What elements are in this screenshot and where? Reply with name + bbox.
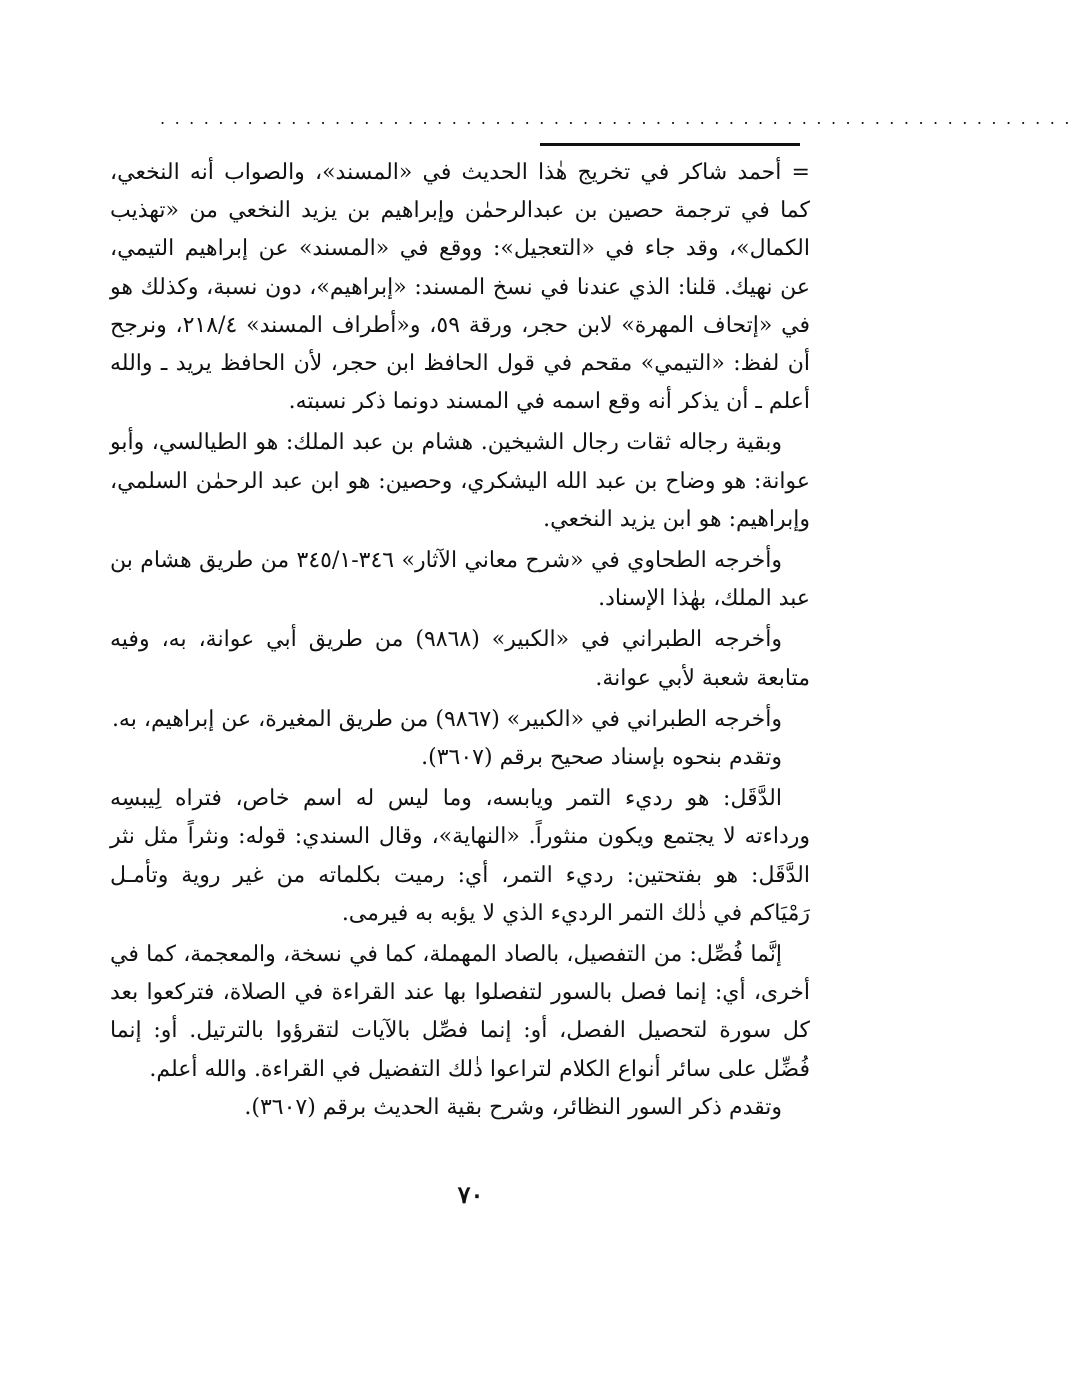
daqal-definition-paragraph: الدَّقَل: هو رديء التمر ويابسه، وما ليس له اسم خاص، فتراه لِيبسِه ورداءته لا يجتمع ويكون منثوراً. «النهاية»، وقال السندي: قوله: ونثراً مثل نثر الدَّقَل: هو بفتحتين: رديء التمر، أي: رميت بكلماته من غير روية وتأمـل رَمْيَاكم في ذٰلك التمر الرديء الذي لا يؤبه به فيرمى.: [110, 786, 810, 926]
page-number: ٧٠: [457, 1180, 484, 1209]
footnote-continuation-paragraph: = أحمد شاكر في تخريج هٰذا الحديث في «المسند»، والصواب أنه النخعي، كما في ترجمة حصين بن عبدالرحمٰن وإبراهيم بن يزيد النخعي من «تهذيب الكمال»، وقد جاء في «التعجيل»: ووقع في «المسند» عن إبراهيم التيمي، عن نهيك. قلنا: الذي عندنا في نسخ المسند: «إبراهيم»، دون نسبة، وكذلك هو في «إتحاف المهرة» لابن حجر، ورقة ٥٩، و«أطراف المسند» ٢١٨/٤، ونرجح أن لفظ: «التيمي» مقحم في قول الحافظ ابن حجر، لأن الحافظ يريد ـ والله أعلم ـ أن يذكر أنه وقع اسمه في المسند دونما ذكر نسبته.: [110, 160, 810, 415]
footnote-text-block: [110, 154, 810, 1127]
fussila-explanation-paragraph: إنَّما فُصِّل: من التفصيل، بالصاد المهملة، كما في نسخة، والمعجمة، كما في أخرى، أي: إنما فصل بالسور لتفصلوا بها عند القراءة في الصلاة، فتركعوا بعد كل سورة لتحصيل الفصل، أو: إنما فصِّل بالآيات لتقرؤوا بالترتيل. أو: إنما فُضِّل على سائر أنواع الكلام لتراعوا ذٰلك التفضيل في القراءة. والله أعلم.: [110, 942, 810, 1082]
header-dotted-line: ...............................................................: [160, 109, 1079, 128]
tabarani-abu-awana-paragraph: وأخرجه الطبراني في «الكبير» (٩٨٦٨) من طريق أبي عوانة، به، وفيه متابعة شعبة لأبي عوانة.: [110, 627, 810, 691]
footnote-separator-rule: [540, 143, 800, 146]
narrators-paragraph: وبقية رجاله ثقات رجال الشيخين. هشام بن عبد الملك: هو الطيالسي، وأبو عوانة: هو وضاح بن عبد الله اليشكري، وحصين: هو ابن عبد الرحمٰن السلمي، وإبراهيم: هو ابن يزيد النخعي.: [110, 430, 810, 532]
cross-reference-paragraph: وتقدم بنحوه بإسناد صحيح برقم (٣٦٠٧).: [421, 745, 782, 771]
tabarani-mughira-paragraph: وأخرجه الطبراني في «الكبير» (٩٨٦٧) من طريق المغيرة، عن إبراهيم، به.: [111, 706, 782, 732]
final-reference-paragraph: وتقدم ذكر السور النظائر، وشرح بقية الحديث برقم (٣٦٠٧).: [244, 1094, 782, 1120]
tahawi-paragraph: وأخرجه الطحاوي في «شرح معاني الآثار» ٣٤٦-٣٤٥/١ من طريق هشام بن عبد الملك، بهٰذا الإسناد.: [110, 548, 810, 612]
